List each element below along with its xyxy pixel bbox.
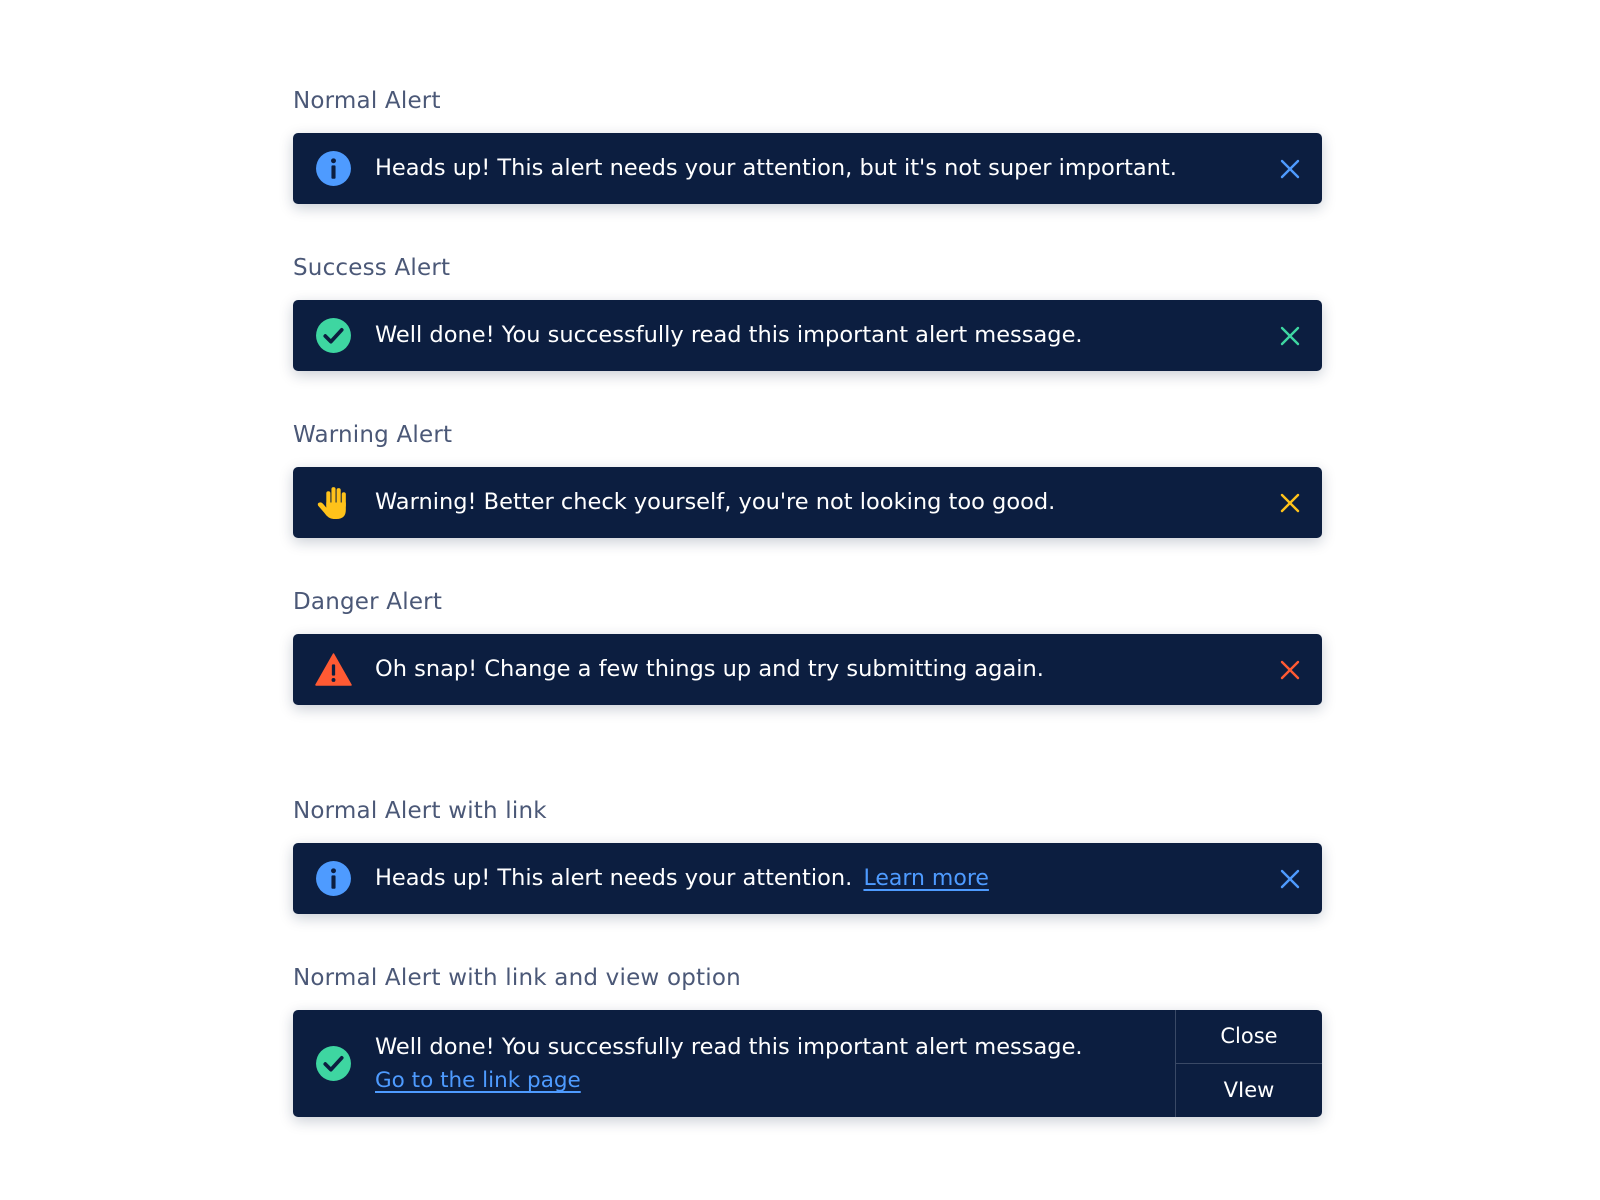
alert-message-text: Heads up! This alert needs your attention. xyxy=(375,865,853,891)
section-label-warning-alert: Warning Alert xyxy=(293,422,453,448)
alert-message: Well done! You successfully read this important alert message. xyxy=(375,322,1083,348)
info-icon xyxy=(315,860,352,897)
alert-actions xyxy=(1175,1010,1322,1117)
hand-stop-icon xyxy=(315,484,352,521)
close-button[interactable]: Close xyxy=(1220,1024,1278,1048)
close-icon[interactable] xyxy=(1275,864,1305,894)
alert-danger xyxy=(293,634,1322,705)
close-icon[interactable] xyxy=(1275,488,1305,518)
alert-normal-with-link xyxy=(293,843,1322,914)
warning-triangle-icon xyxy=(315,651,352,688)
close-icon[interactable] xyxy=(1275,655,1305,685)
learn-more-link[interactable]: Learn more xyxy=(863,866,989,891)
go-to-link-page-link[interactable]: Go to the link page xyxy=(375,1068,581,1093)
section-label-normal-alert-with-link: Normal Alert with link xyxy=(293,798,547,824)
alert-message xyxy=(375,843,989,914)
alert-message: Oh snap! Change a few things up and try submitting again. xyxy=(375,656,1044,682)
alert-message: Well done! You successfully read this important alert message. xyxy=(375,1034,1083,1060)
check-circle-icon xyxy=(315,317,352,354)
alert-normal-with-link-and-view xyxy=(293,1010,1322,1117)
section-label-normal-alert: Normal Alert xyxy=(293,88,441,114)
alert-success xyxy=(293,300,1322,371)
alert-message: Warning! Better check yourself, you're not looking too good. xyxy=(375,489,1056,515)
view-button[interactable]: VIew xyxy=(1176,1063,1322,1117)
section-label-normal-alert-with-link-and-view: Normal Alert with link and view option xyxy=(293,965,741,991)
section-label-danger-alert: Danger Alert xyxy=(293,589,443,615)
close-icon[interactable] xyxy=(1275,154,1305,184)
alert-message: Heads up! This alert needs your attention, but it's not super important. xyxy=(375,155,1177,181)
section-label-success-alert: Success Alert xyxy=(293,255,451,281)
alert-warning xyxy=(293,467,1322,538)
check-circle-icon xyxy=(315,1045,352,1082)
alert-text-block xyxy=(375,1032,1083,1093)
close-icon[interactable] xyxy=(1275,321,1305,351)
info-icon xyxy=(315,150,352,187)
alert-normal xyxy=(293,133,1322,204)
